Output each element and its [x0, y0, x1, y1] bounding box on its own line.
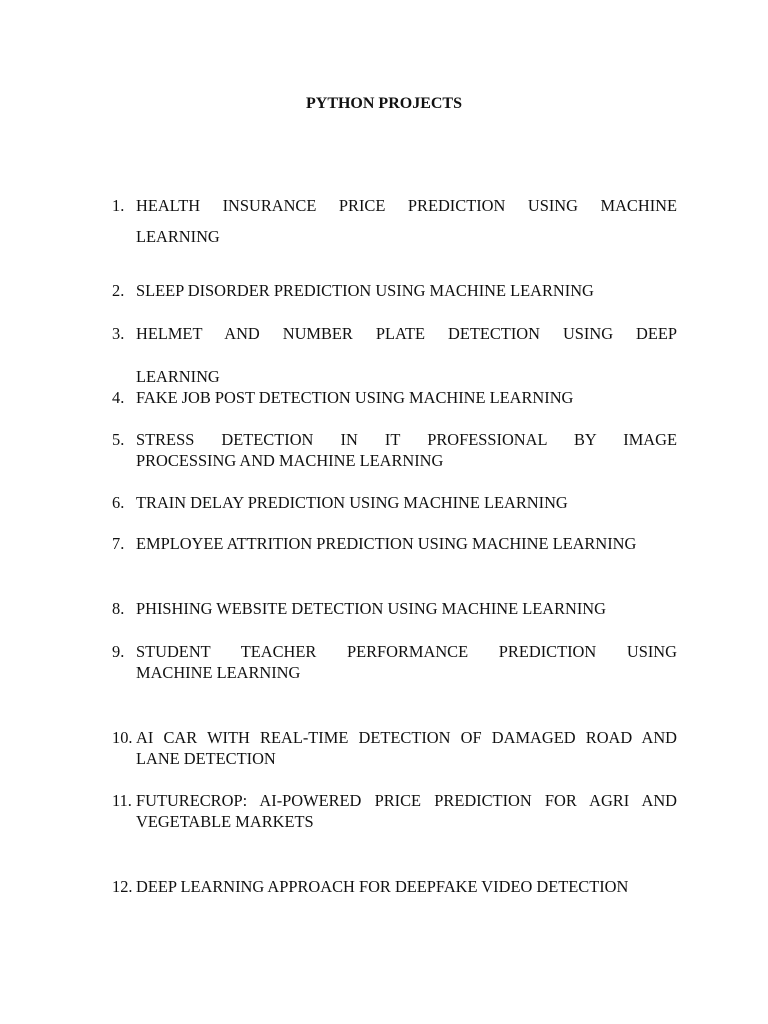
item-text-line2: LEARNING	[136, 367, 220, 386]
item-text-line1: DEEP LEARNING APPROACH FOR DEEPFAKE VIDEO DETECTION	[136, 877, 629, 896]
page-title: PYTHON PROJECTS	[305, 95, 462, 112]
item-number: 2.	[112, 281, 125, 300]
item-text-line2: MACHINE LEARNING	[136, 663, 301, 682]
item-text-line1: STRESS DETECTION IN IT PROFESSIONAL BY IMAGE	[136, 430, 677, 449]
list-item	[112, 727, 677, 769]
item-number: 4.	[112, 388, 125, 407]
item-text-line1: STUDENT TEACHER PERFORMANCE PREDICTION USING	[136, 642, 677, 661]
item-number: 8.	[112, 599, 125, 618]
item-text-line1: SLEEP DISORDER PREDICTION USING MACHINE LEARNING	[136, 281, 594, 300]
item-number: 9.	[112, 642, 125, 661]
item-number: 1.	[112, 196, 125, 215]
item-text-line1: HEALTH INSURANCE PRICE PREDICTION USING MACHINE	[136, 196, 677, 215]
list-item	[112, 790, 677, 832]
list-item	[112, 429, 677, 471]
item-text-line1: FAKE JOB POST DETECTION USING MACHINE LEARNING	[136, 388, 574, 407]
item-text-line1: HELMET AND NUMBER PLATE DETECTION USING DEEP	[136, 324, 677, 343]
item-number: 6.	[112, 493, 125, 512]
list-item	[112, 598, 677, 619]
item-text-line1: TRAIN DELAY PREDICTION USING MACHINE LEARNING	[136, 493, 568, 512]
item-text-line1: FUTURECROP: AI-POWERED PRICE PREDICTION FOR AGRI AND	[136, 791, 677, 810]
list-item	[112, 323, 677, 387]
list-item	[112, 195, 677, 247]
list-item	[112, 280, 677, 301]
item-text-line1: AI CAR WITH REAL-TIME DETECTION OF DAMAGED ROAD AND	[136, 728, 677, 747]
item-text-line2: LANE DETECTION	[136, 749, 276, 768]
item-text-line2: VEGETABLE MARKETS	[136, 812, 314, 831]
item-number: 12.	[112, 877, 133, 896]
item-number: 5.	[112, 430, 125, 449]
list-item	[112, 387, 677, 408]
item-text-line2: LEARNING	[136, 227, 220, 246]
item-number: 3.	[112, 324, 125, 343]
list-item	[112, 492, 677, 513]
item-number: 7.	[112, 534, 125, 553]
item-text-line1: PHISHING WEBSITE DETECTION USING MACHINE LEARNING	[136, 599, 606, 618]
list-item	[112, 641, 677, 683]
item-number: 10.	[112, 728, 133, 747]
item-text-line1: EMPLOYEE ATTRITION PREDICTION USING MACHINE LEARNING	[136, 534, 637, 553]
list-item	[112, 533, 677, 554]
item-text-line2: PROCESSING AND MACHINE LEARNING	[136, 451, 444, 470]
list-item	[112, 876, 677, 897]
item-number: 11.	[112, 791, 132, 810]
